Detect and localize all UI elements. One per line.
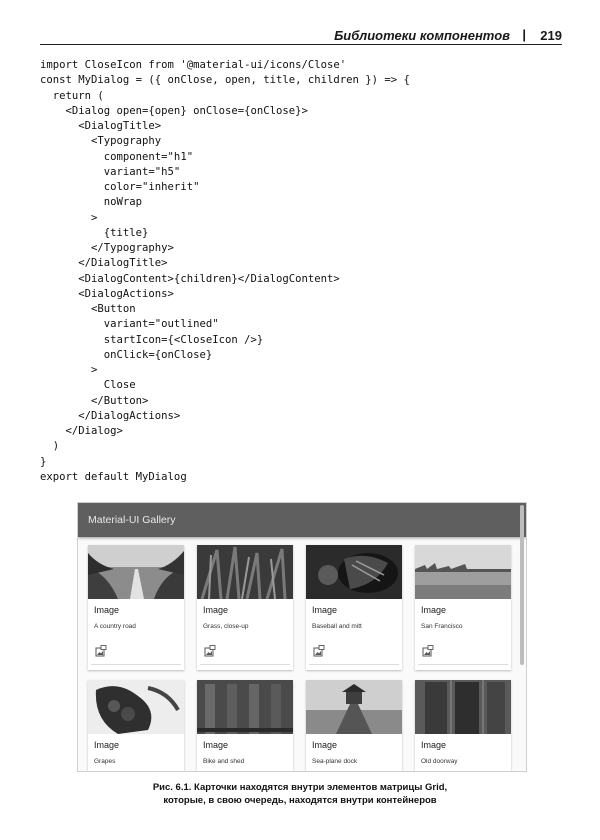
card-subtitle: Grapes (94, 758, 116, 765)
scrollbar[interactable] (520, 505, 524, 665)
card-subtitle: Baseball and mitt (312, 623, 362, 630)
code-line: onClick={onClose} (40, 348, 213, 361)
image-card[interactable] (197, 680, 293, 771)
card-photo (197, 680, 293, 734)
code-line: color="inherit" (40, 181, 200, 193)
code-line: <Typography (40, 135, 162, 148)
running-header (40, 24, 562, 45)
code-line: > (40, 364, 98, 376)
code-line: </Typography> (40, 242, 174, 254)
code-line: {title} (40, 226, 149, 239)
card-divider (200, 664, 290, 665)
code-line: } (40, 455, 47, 468)
card-title: Image (203, 605, 229, 615)
image-card[interactable] (306, 680, 402, 771)
code-line: return ( (40, 89, 104, 102)
code-line: <DialogActions> (40, 287, 174, 300)
image-card[interactable] (415, 545, 511, 670)
image-card[interactable] (88, 680, 184, 771)
code-line: </DialogActions> (40, 409, 181, 422)
code-listing (40, 58, 570, 485)
card-divider (418, 664, 508, 665)
figure-caption (0, 781, 600, 807)
app-bar-title: Material-UI Gallery (88, 514, 176, 526)
add-photo-icon[interactable] (313, 644, 325, 656)
card-title: Image (94, 605, 120, 615)
code-line: variant="outlined" (40, 318, 219, 331)
image-card[interactable] (197, 545, 293, 670)
card-divider (309, 664, 399, 665)
code-line: </DialogTitle> (40, 257, 168, 270)
card-title: Image (312, 740, 338, 750)
image-card[interactable] (306, 545, 402, 670)
code-line: Close (40, 379, 136, 392)
card-divider (91, 664, 181, 665)
card-subtitle: Old doorway (421, 758, 458, 765)
card-subtitle: San Francisco (421, 623, 463, 630)
card-title: Image (312, 605, 338, 615)
code-line: noWrap (40, 196, 143, 209)
card-title: Image (421, 740, 447, 750)
code-line: variant="h5" (40, 165, 181, 178)
card-photo (88, 545, 184, 599)
card-photo (306, 545, 402, 599)
code-line: </Button> (40, 394, 149, 407)
card-subtitle: Grass, close-up (203, 623, 249, 630)
card-photo (415, 680, 511, 734)
card-title: Image (203, 740, 229, 750)
add-photo-icon[interactable] (95, 644, 107, 656)
add-photo-icon[interactable] (422, 644, 434, 656)
code-line: export default MyDialog (40, 470, 187, 483)
figure-caption-line-2: которые, в свою очередь, находятся внутри контейнеров (163, 795, 437, 806)
gallery-screenshot-figure (78, 503, 526, 771)
code-line: </Dialog> (40, 425, 123, 437)
card-grid (88, 545, 513, 771)
card-title: Image (421, 605, 447, 615)
page-number: 219 (540, 28, 562, 43)
code-line: import CloseIcon from '@material-ui/icons/Close' (40, 59, 347, 71)
card-subtitle: Bike and shed (203, 758, 245, 765)
code-line: component="h1" (40, 150, 194, 163)
card-title: Image (94, 740, 120, 750)
image-card[interactable] (88, 545, 184, 670)
app-bar (78, 503, 526, 537)
running-header-separator: | (522, 27, 526, 42)
card-photo (88, 680, 184, 734)
card-photo (197, 545, 293, 599)
code-line: startIcon={<CloseIcon />} (40, 333, 264, 346)
image-card[interactable] (415, 680, 511, 771)
running-header-title: Библиотеки компонентов (334, 28, 510, 43)
code-line: <DialogContent>{children}</DialogContent> (40, 272, 340, 285)
card-photo (415, 545, 511, 599)
add-photo-icon[interactable] (204, 644, 216, 656)
card-subtitle: Sea-plane dock (312, 758, 358, 765)
code-line: <DialogTitle> (40, 120, 162, 132)
card-photo (306, 680, 402, 734)
code-line: const MyDialog = ({ onClose, open, title, children }) => { (40, 74, 410, 87)
code-line: > (40, 211, 98, 224)
code-line: <Button (40, 303, 136, 315)
card-subtitle: A country road (94, 623, 136, 630)
code-line: <Dialog open={open} onClose={onClose}> (40, 104, 308, 117)
figure-caption-line-1: Рис. 6.1. Карточки находятся внутри элементов матрицы Grid, (152, 782, 448, 793)
code-line: ) (40, 440, 60, 453)
